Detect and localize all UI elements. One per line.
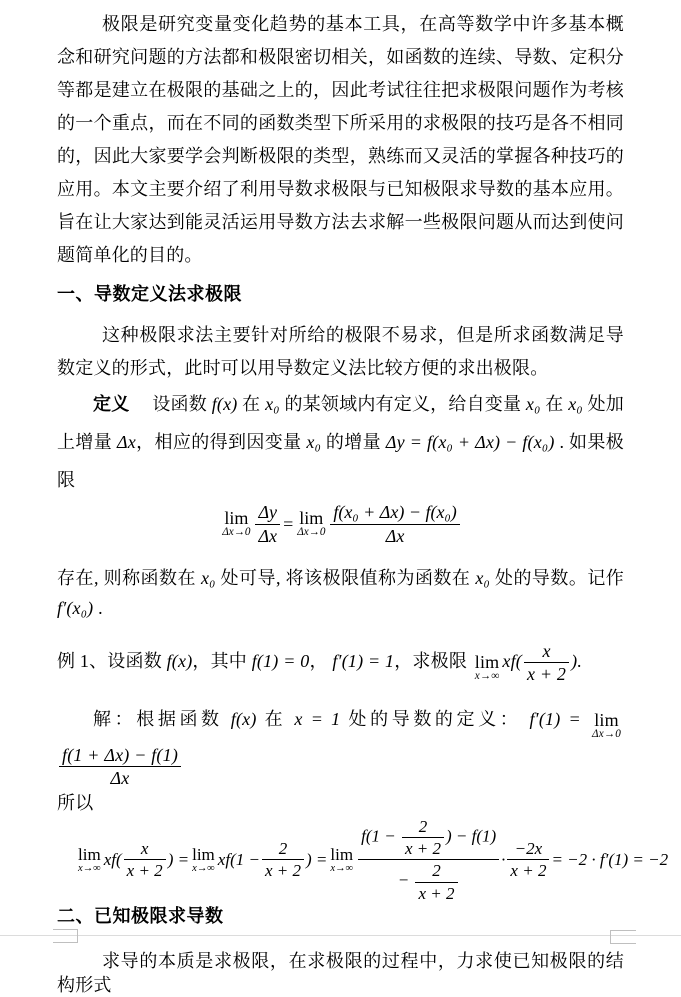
math-run: x	[140, 839, 149, 858]
limit-word: lim	[474, 652, 500, 672]
text-run: 例 1、设函数	[57, 651, 167, 671]
page-boundary	[0, 929, 681, 945]
text-run: 的某领域内有定义，给自变量	[279, 394, 526, 414]
math-run: f′(1) = 1	[332, 651, 395, 671]
math-run: x + 2	[264, 861, 301, 881]
limit-subscript: Δx→0	[222, 526, 251, 538]
limit-operator	[297, 510, 325, 538]
math-run: ) =	[305, 849, 328, 869]
math-run: x₀	[475, 568, 491, 588]
math-run: f(1) = 0	[251, 651, 310, 671]
fraction-numerator	[330, 501, 459, 524]
math-run: xf(	[502, 651, 522, 671]
example-1-evaluation-formula	[57, 816, 669, 904]
limit-subscript: x→∞	[330, 862, 354, 874]
math-run: x₀	[200, 568, 216, 588]
text-run: 处的导数的定义：	[340, 708, 530, 729]
math-run: ·	[501, 849, 506, 869]
math-run: −2x	[514, 839, 543, 858]
page-boundary-corner-left-mark	[53, 929, 78, 943]
section-2-heading: 二、已知极限求导数	[57, 905, 224, 926]
math-run: 2	[278, 839, 288, 858]
math-run: Δy = f(x₀ + Δx) − f(x₀)	[385, 432, 555, 452]
fraction-numerator	[262, 838, 304, 859]
fraction	[415, 860, 457, 904]
math-run: Δx	[385, 525, 405, 546]
math-run: x + 2	[418, 883, 455, 903]
intro-paragraph: 极限是研究变量变化趋势的基本工具，在高等数学中许多基本概念和研究问题的方法都和极限密切相关，如函数的连续、导数、定积分等都是建立在极限的基础之上的，因此考试往往把求极限问题作为考核的一个重点，而在不同的函数类型下所采用的求极限的技巧是各不相同的，因此大家要学会判断极限的类型，熟练而又灵活的掌握各种技巧的应用。本文主要介绍了利用导数求极限与已知极限求导数的基本应用。旨在让大家达到能灵活运用导数方法去求解一些极限问题从而达到使问题简单化的目的。	[57, 14, 624, 265]
math-run: x	[542, 640, 551, 661]
math-run: f(x₀ + Δx) − f(x₀)	[333, 502, 457, 522]
math-run: x + 2	[404, 839, 441, 858]
fraction-numerator	[124, 838, 166, 859]
limit-definition-formula	[57, 499, 624, 549]
math-run: x₀	[265, 394, 280, 414]
closing-paragraph: 求导的本质是求极限，在求极限的过程中，力求使已知极限的结构形式	[57, 950, 624, 995]
fraction-denominator	[255, 524, 280, 548]
math-run: f′(x₀)	[57, 598, 94, 618]
limit-operator	[192, 846, 215, 874]
math-run: x + 2	[510, 861, 547, 881]
math-run: Δy	[258, 502, 278, 522]
fraction	[524, 640, 569, 686]
fraction-denominator	[507, 859, 549, 881]
example-1-paragraph	[57, 639, 624, 686]
fraction	[255, 501, 280, 547]
limit-operator	[475, 654, 500, 682]
text-run: ，相应的得到因变量	[135, 432, 307, 452]
fraction	[507, 838, 549, 882]
text-run: ，其中	[192, 651, 252, 671]
limit-operator	[222, 510, 250, 538]
math-run: ) =	[167, 849, 190, 869]
limit-word: lim	[299, 508, 324, 528]
math-run: xf(	[103, 849, 122, 869]
text-run: 的增量	[321, 432, 386, 452]
limit-operator	[78, 846, 101, 874]
therefore-label: 所以	[57, 792, 94, 813]
fraction-numerator	[358, 816, 499, 860]
section-1-intro-paragraph: 这种极限求法主要针对所给的极限不易求，但是所求函数满足导数定义的形式，此时可以用导数定义法比较方便的求出极限。	[57, 325, 624, 378]
section-1-heading: 一、导数定义法求极限	[57, 284, 242, 304]
definition-paragraph	[57, 385, 624, 499]
math-run: x + 2	[527, 664, 567, 685]
math-run: xf(1 −	[217, 849, 260, 869]
fraction-numerator	[402, 816, 444, 837]
math-run: f(1 + Δx) − f(1)	[62, 744, 179, 765]
fraction	[330, 501, 459, 547]
math-run: =	[282, 513, 295, 534]
math-run: x₀	[568, 394, 583, 414]
text-run: 处可导, 将该极限值称为函数在	[215, 568, 476, 588]
fraction	[59, 744, 181, 790]
text-run: 存在, 则称函数在	[57, 568, 201, 588]
math-run: 2	[418, 816, 428, 836]
text-run: 处的导数。记作	[490, 568, 625, 588]
fraction-denominator	[124, 859, 166, 881]
math-run: = −2 · f′(1) = −2	[551, 849, 669, 869]
fraction-denominator	[358, 859, 499, 904]
limit-subscript: x→∞	[78, 862, 101, 874]
math-run: x = 1	[294, 708, 341, 729]
math-run: f(1 −	[361, 826, 400, 846]
math-run: −	[397, 870, 414, 890]
math-run: f(x)	[166, 651, 193, 671]
fraction	[358, 816, 499, 904]
math-run: 2	[432, 861, 441, 881]
math-run: Δx	[258, 525, 278, 546]
text-run: ，求极限	[394, 651, 472, 671]
solution-paragraph	[57, 696, 624, 790]
text-run: 设函数	[129, 394, 212, 414]
limit-subscript: Δx→0	[591, 727, 622, 740]
math-run: x₀	[525, 394, 541, 414]
math-run: f(x)	[211, 394, 238, 414]
math-run: x₀	[306, 432, 322, 452]
limit-subscript: x→∞	[192, 862, 215, 874]
math-run: ) − f(1)	[445, 826, 497, 846]
limit-subscript: x→∞	[474, 670, 500, 682]
text-run: 在	[540, 394, 569, 414]
math-run: f′(1) =	[529, 708, 589, 729]
fraction-numerator	[415, 860, 457, 881]
limit-word: lim	[78, 844, 101, 864]
text-run: 处加上增量	[57, 394, 624, 452]
limit-subscript: Δx→0	[297, 526, 326, 538]
fraction-denominator	[330, 524, 459, 548]
limit-word: lim	[594, 709, 619, 730]
math-run: f(x)	[230, 708, 257, 729]
fraction-numerator	[507, 838, 549, 859]
page-boundary-corner-right-mark	[610, 930, 636, 944]
limit-operator	[591, 709, 622, 740]
limit-word: lim	[224, 508, 249, 528]
text-run: . 如果极限	[57, 432, 624, 490]
bold-text-run: 定义	[93, 394, 130, 414]
text-run: 在	[256, 708, 295, 729]
fraction-numerator	[524, 640, 569, 663]
text-run: ，	[309, 651, 333, 671]
fraction-denominator	[402, 837, 444, 859]
math-run: Δx	[117, 432, 136, 452]
fraction-numerator	[255, 501, 280, 524]
fraction-denominator	[415, 882, 457, 904]
fraction-denominator	[59, 766, 181, 790]
fraction	[402, 816, 444, 860]
text-run: .	[93, 598, 103, 618]
math-run: x + 2	[126, 861, 163, 881]
fraction-denominator	[524, 662, 569, 686]
page-boundary-line	[0, 935, 681, 936]
text-run: 解：根据函数	[93, 708, 231, 729]
derivative-existence-paragraph	[57, 563, 624, 623]
text-run: 在	[237, 394, 266, 414]
limit-operator	[330, 846, 353, 874]
math-run: ).	[571, 651, 583, 671]
limit-word: lim	[192, 844, 215, 864]
fraction	[124, 838, 166, 882]
fraction	[262, 838, 304, 882]
math-run: Δx	[110, 768, 130, 789]
fraction-denominator	[262, 859, 304, 881]
limit-word: lim	[330, 844, 354, 864]
fraction-numerator	[59, 744, 181, 767]
